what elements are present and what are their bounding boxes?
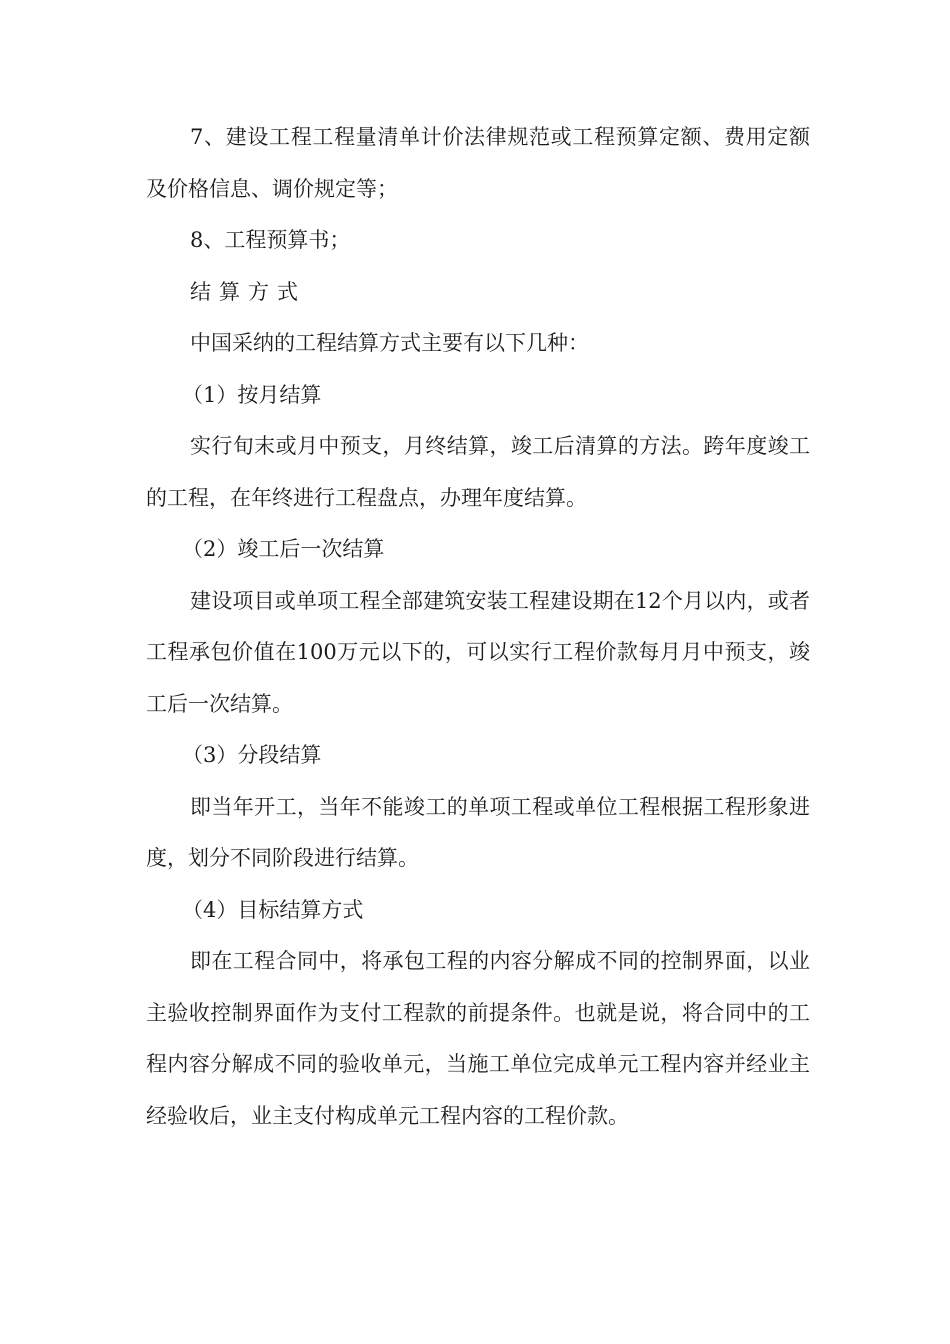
paragraph-target: 即在工程合同中，将承包工程的内容分解成不同的控制界面，以业主验收控制界面作为支付工程款的前提条件。也就是说，将合同中的工程内容分解成不同的验收单元，当施工单位完成单元工程内容并经业主经验收后，业主支付构成单元工程内容的工程价款。 [146, 949, 810, 1128]
section-heading-settlement-methods: 结算方式 [190, 279, 306, 304]
paragraph-basis-8: 8、工程预算书； [190, 228, 351, 252]
paragraph-staged: 即当年开工，当年不能竣工的单项工程或单位工程根据工程形象进度，划分不同阶段进行结算。 [146, 794, 810, 870]
item-heading-one-time: （2）竣工后一次结算 [182, 537, 385, 561]
item-heading-target: （4）目标结算方式 [182, 897, 364, 922]
document-body [146, 112, 810, 1142]
item-heading-staged: （3）分段结算 [182, 743, 322, 767]
paragraph-basis-7: 7、建设工程工程量清单计价法律规范或工程预算定额、费用定额及价格信息、调价规定等； [146, 125, 810, 201]
paragraph-monthly: 实行旬末或月中预支，月终结算，竣工后清算的方法。跨年度竣工的工程，在年终进行工程盘点，办理年度结算。 [146, 434, 810, 510]
paragraph-one-time: 建设项目或单项工程全部建筑安装工程建设期在12个月以内，或者工程承包价值在100万元以下的，可以实行工程价款每月月中预支，竣工后一次结算。 [146, 588, 810, 716]
paragraph-intro: 中国采纳的工程结算方式主要有以下几种： [190, 331, 589, 355]
item-heading-monthly: （1）按月结算 [182, 382, 322, 407]
